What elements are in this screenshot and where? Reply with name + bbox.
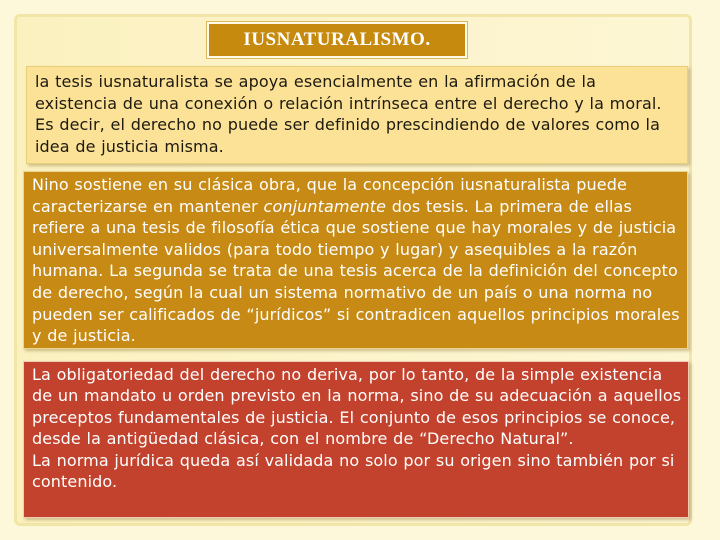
emphasized-word: conjuntamente [263, 196, 387, 216]
nino-theses-text [32, 174, 681, 347]
definition-text: la tesis iusnaturalista se apoya esencialmente en la afirmación de la existencia de una conexión o relación intrínseca entre el derecho y la moral. Es decir, el derecho no puede ser definido prescindiendo de valores como la idea de justicia misma. [35, 72, 662, 156]
slide-title: IUSNATURALISMO. [207, 22, 467, 58]
nino-theses-box [23, 171, 688, 349]
nino-text-end: dos tesis. La primera de ellas refiere a una tesis de filosofía ética que sostiene que hay morales y de justicia universalmente validos (para todo tiempo y lugar) y asequibles a la razón humana. La segunda se trata de una tesis acerca de la definición del concepto de derecho, según la cual un sistema normativo de un país o una norma no pueden ser calificados de “jurídicos” si contradicen aquellos principios morales y de justicia. [32, 196, 680, 346]
nino-text-start: Nino sostiene en su clásica obra, que la concepción iusnaturalista puede caracterizarse en mantener [32, 175, 627, 216]
validation-paragraph: La norma jurídica queda así validada no solo por su origen sino también por si contenido. [32, 450, 675, 492]
definition-box [26, 66, 688, 164]
obligation-box [23, 361, 689, 518]
obligation-paragraph: La obligatoriedad del derecho no deriva, por lo tanto, de la simple existencia de un mandato u orden previsto en la norma, sino de su adecuación a aquellos preceptos fundamentales de justicia. El conjunto de esos principios se conoce, desde la antigüedad clásica, con el nombre de “Derecho Natural”. [32, 365, 682, 449]
